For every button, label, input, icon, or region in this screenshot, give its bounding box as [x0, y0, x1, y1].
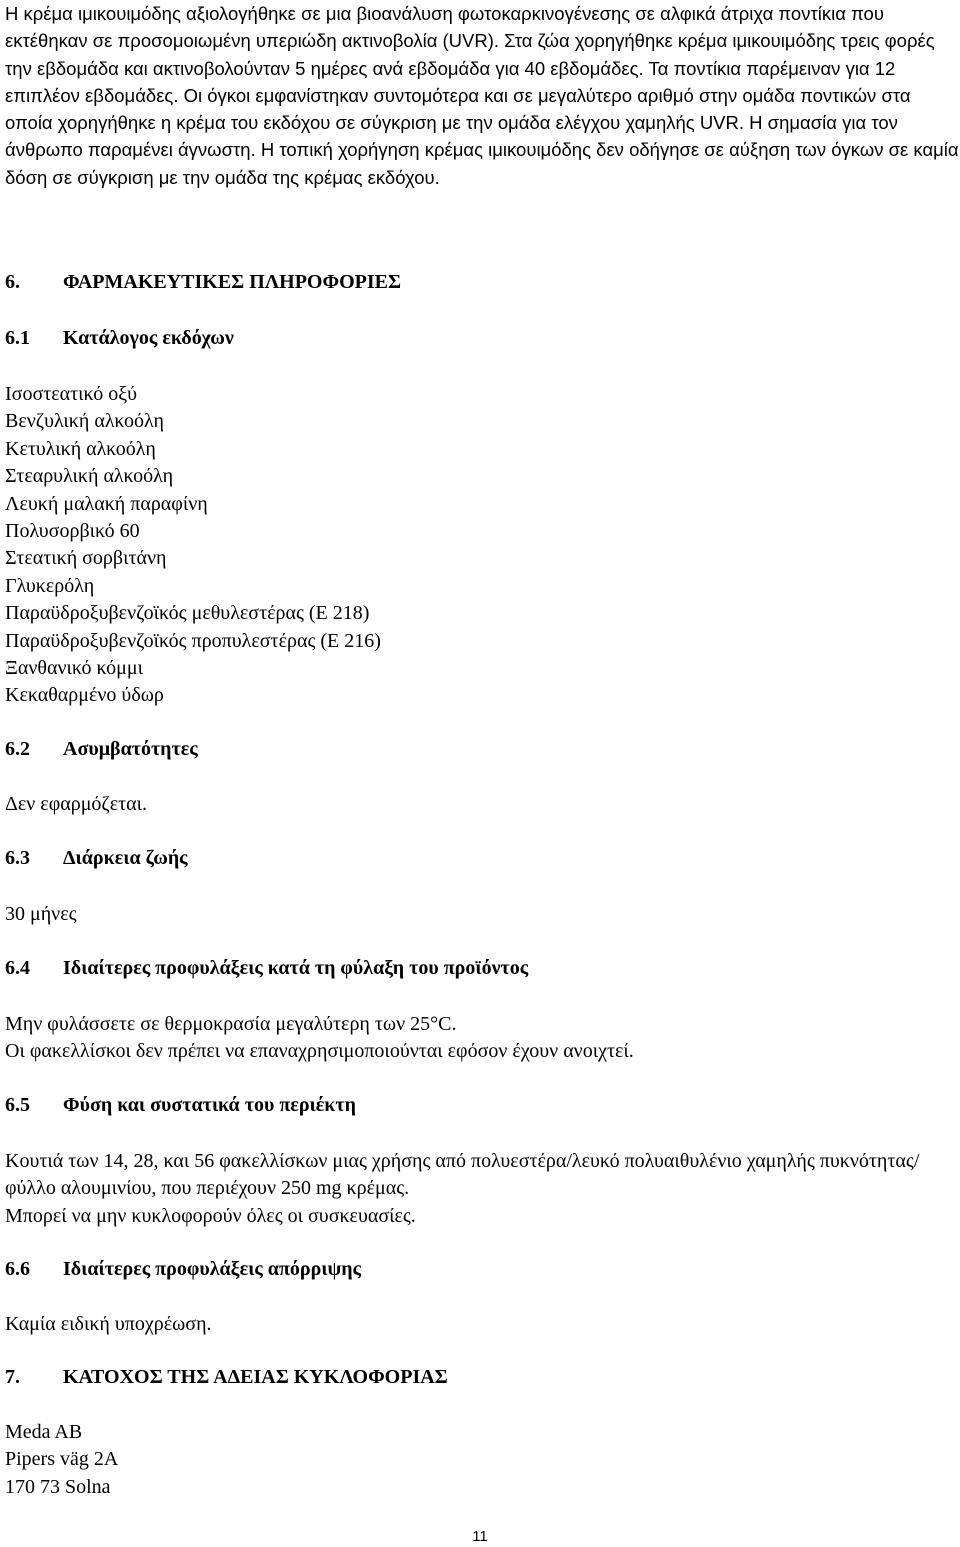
packs-note: Μπορεί να μην κυκλοφορούν όλες οι συσκευασίες. — [5, 1204, 416, 1227]
list-item: Λευκή μαλακή παραφίνη — [5, 492, 208, 515]
list-item: Κετυλική αλκοόλη — [5, 437, 156, 460]
section-6-5-heading — [5, 1094, 356, 1117]
section-title: Διάρκεια ζωής — [63, 847, 188, 869]
section-6-3-heading — [5, 847, 188, 870]
intro-paragraph: Η κρέμα ιμικουιμόδης αξιολογήθηκε σε μια βιοανάλυση φωτοκαρκινογένεσης σε αλφικά άτριχα ποντίκια που εκτέθηκαν σε προσομοιωμένη υπεριώδη ακτινοβολία (UVR). Στα ζώα χορηγήθηκε κρέμα ιμικουιμόδης τρεις φορές την εβδομάδα και ακτινοβολούνταν 5 ημέρες ανά εβδομάδα για 40 εβδομάδες. Τα ποντίκια παρέμειναν για 12 επιπλέον εβδομάδες. Οι όγκοι εμφανίστηκαν συντομότερα και σε μεγαλύτερο αριθμό στην ομάδα ποντικών στα οποία χορηγήθηκε η κρέμα του εκδόχου σε σύγκριση με την ομάδα ελέγχου χαμηλής UVR. Η σημασία για τον άνθρωπο παραμένει άγνωστη. Η τοπική χορήγηση κρέμας ιμικουιμόδης δεν οδήγησε σε αύξηση των όγκων σε καμία δόση σε σύγκριση με την ομάδα της κρέμας εκδόχου. — [5, 3, 959, 188]
section-6-6-heading — [5, 1258, 361, 1281]
section-title: Κατάλογος εκδόχων — [63, 327, 234, 349]
storage-text — [5, 1011, 634, 1066]
list-item: Στεαρυλική αλκοόλη — [5, 465, 174, 488]
section-number: 6.4 — [5, 957, 30, 979]
list-item: Ξανθανικό κόμμι — [5, 656, 143, 679]
section-number: 6.3 — [5, 847, 30, 869]
list-item: Πολυσορβικό 60 — [5, 519, 140, 542]
list-item: Στεατική σορβιτάνη — [5, 547, 167, 570]
section-7-heading — [5, 1366, 448, 1389]
storage-line: Οι φακελλίσκοι δεν πρέπει να επαναχρησιμοποιούνται εφόσον έχουν ανοιχτεί. — [5, 1040, 634, 1063]
holder-street: Pipers väg 2A — [5, 1448, 119, 1471]
disposal-text: Καμία ειδική υποχρέωση. — [5, 1313, 212, 1335]
section-title: ΦΑΡΜΑΚΕΥΤΙΚΕΣ ΠΛΗΡΟΦΟΡΙΕΣ — [63, 271, 402, 293]
section-title: Ασυμβατότητες — [63, 738, 198, 760]
holder-address — [5, 1419, 118, 1501]
container-description: Κουτιά των 14, 28, και 56 φακελλίσκων μιας χρήσης από πολυεστέρα/λευκό πολυαιθυλένιο χαμηλής πυκνότητας/φύλλο αλουμινίου, που περιέχουν 250 mg κρέμας. — [5, 1150, 920, 1200]
section-number: 6.2 — [5, 738, 30, 760]
list-item: Ισοστεατικό οξύ — [5, 383, 138, 405]
page-number: 11 — [472, 1528, 488, 1545]
section-title: Φύση και συστατικά του περιέκτη — [63, 1094, 356, 1116]
section-6-4-heading — [5, 957, 528, 980]
container-text — [5, 1148, 960, 1230]
document-page — [5, 0, 960, 1498]
holder-city: 170 73 Solna — [5, 1475, 111, 1498]
section-title: Ιδιαίτερες προφυλάξεις κατά τη φύλαξη του προϊόντος — [63, 957, 529, 979]
section-number: 7. — [5, 1366, 20, 1388]
list-item: Βενζυλική αλκοόλη — [5, 410, 164, 433]
incompatibilities-text: Δεν εφαρμόζεται. — [5, 793, 148, 815]
holder-name: Meda AB — [5, 1421, 83, 1443]
section-title: Ιδιαίτερες προφυλάξεις απόρριψης — [63, 1258, 362, 1280]
section-6-1-heading — [5, 327, 234, 350]
shelf-life-text: 30 μήνες — [5, 903, 77, 925]
section-6-heading — [5, 271, 401, 294]
list-item: Κεκαθαρμένο ύδωρ — [5, 684, 164, 707]
list-item: Παραϋδροξυβενζοϊκός μεθυλεστέρας (Ε 218) — [5, 602, 370, 625]
section-title: ΚΑΤΟΧΟΣ ΤΗΣ ΑΔΕΙΑΣ ΚΥΚΛΟΦΟΡΙΑΣ — [63, 1366, 448, 1388]
section-number: 6.6 — [5, 1258, 30, 1280]
section-6-2-heading — [5, 738, 198, 761]
list-item: Παραϋδροξυβενζοϊκός προπυλεστέρας (Ε 216) — [5, 629, 381, 652]
section-number: 6.1 — [5, 327, 30, 349]
section-number: 6.5 — [5, 1094, 30, 1116]
section-number: 6. — [5, 271, 20, 293]
excipients-list — [5, 381, 381, 710]
list-item: Γλυκερόλη — [5, 574, 95, 597]
storage-line: Μην φυλάσσετε σε θερμοκρασία μεγαλύτερη των 25°C. — [5, 1013, 457, 1035]
